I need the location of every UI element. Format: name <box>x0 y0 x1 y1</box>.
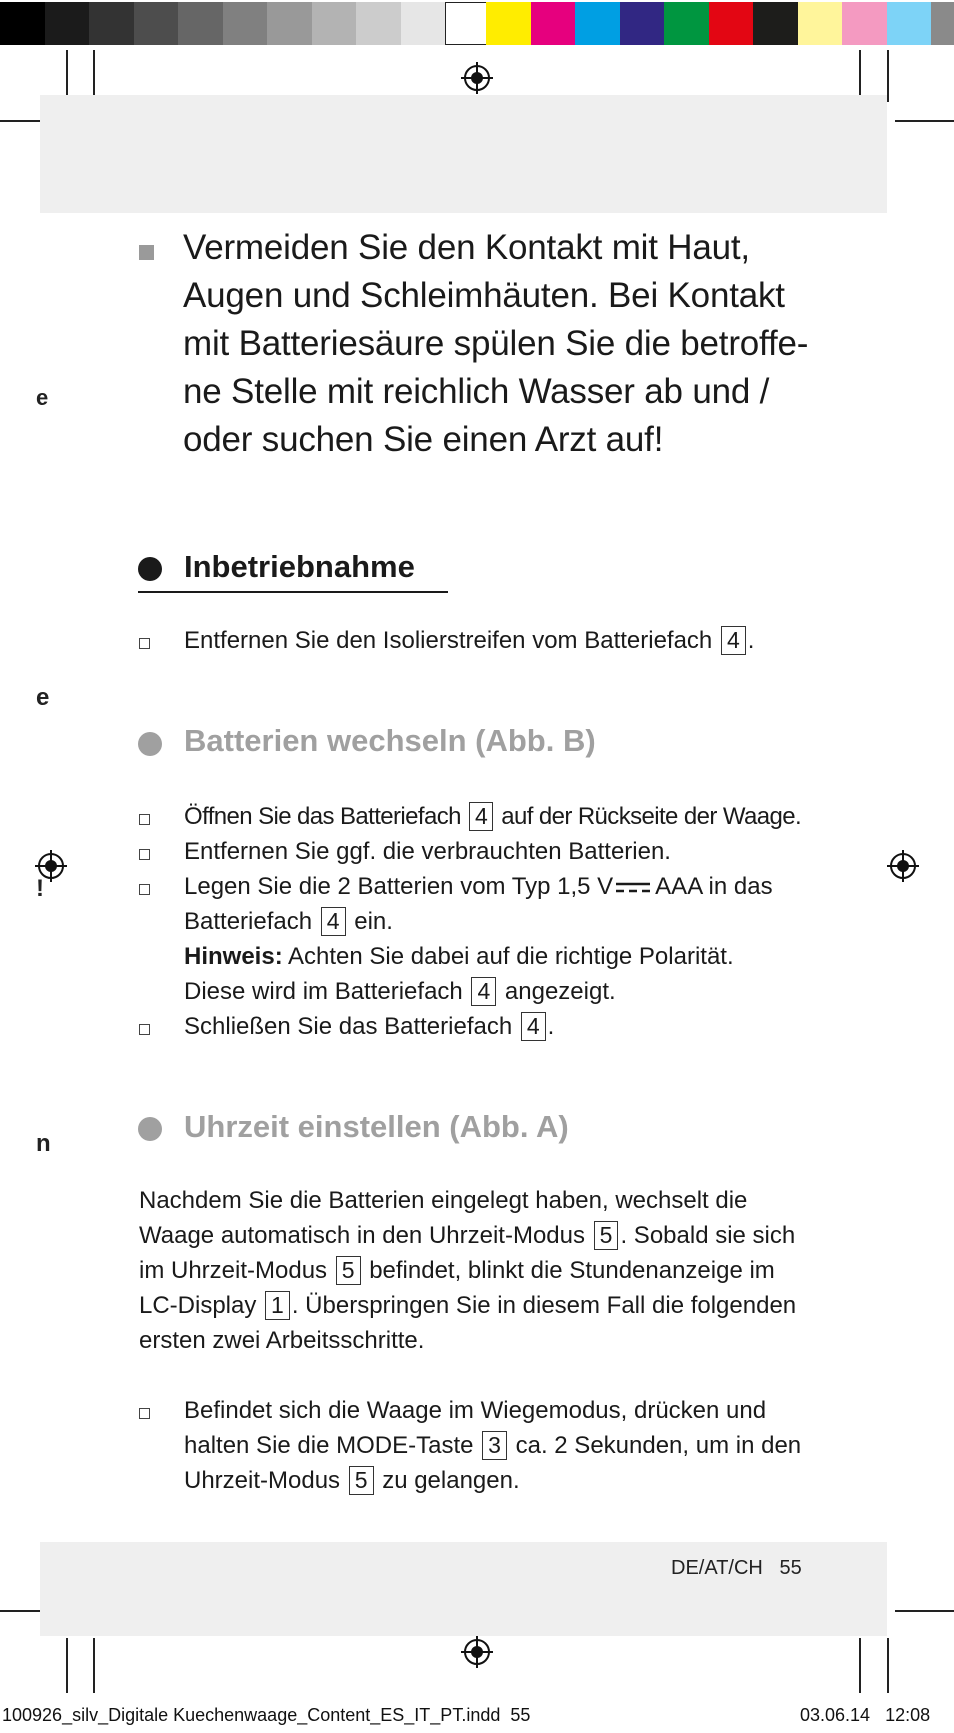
section-bullet-icon <box>138 732 162 756</box>
list-item: Legen Sie die 2 Batterien vom Typ 1,5 V AAA in das Batteriefach 4 ein. Hinweis: Achten Sie dabei auf die richtige Polarität. Diese wird im Batteriefach 4 angezeigt. <box>184 873 773 1005</box>
paragraph: Nachdem Sie die Batterien eingelegt haben, wechselt die Waage automatisch in den Uhrzeit-Modus 5 . Sobald sie sich im Uhrzeit-Modus 5 befindet, blinkt die Stundenanzeige im LC-Display 1 . Überspringen Sie in diesem Fall die folgenden ersten zwei Arbeitsschritte. <box>139 1187 797 1354</box>
crop-mark <box>93 1638 95 1693</box>
adjacent-page-fragment: ! <box>36 875 44 902</box>
checkbox-bullet-icon <box>139 638 150 649</box>
checkbox-bullet-icon <box>139 849 150 860</box>
process-color-swatch <box>931 2 954 45</box>
section-bullet-icon <box>138 1117 162 1141</box>
registration-mark-icon <box>461 62 493 94</box>
greyscale-swatch <box>0 2 45 45</box>
process-color-swatch <box>753 2 798 45</box>
crop-mark <box>66 1638 68 1693</box>
list-item: Befindet sich die Waage im Wiegemodus, drücken und halten Sie die MODE-Taste 3 ca. 2 Sekunden, um in den Uhrzeit-Modus 5 zu gelangen. <box>184 1397 802 1494</box>
list-item: Schließen Sie das Batteriefach 4 . <box>184 1013 555 1040</box>
heading-underline <box>138 591 448 593</box>
direct-current-symbol-icon <box>615 881 651 895</box>
greyscale-swatch <box>267 2 312 45</box>
greyscale-swatch <box>445 2 490 45</box>
part-reference: 3 <box>482 1431 507 1460</box>
registration-mark-icon <box>887 850 919 882</box>
part-reference: 4 <box>471 977 496 1006</box>
registration-mark-icon <box>461 1636 493 1668</box>
process-color-swatch <box>842 2 887 45</box>
greyscale-swatch <box>178 2 223 45</box>
print-slug-file: 100926_silv_Digitale Kuechenwaage_Content_ES_IT_PT.indd 55 <box>2 1705 531 1725</box>
section-bullet-icon <box>138 557 162 581</box>
list-item: Entfernen Sie ggf. die verbrauchten Batterien. <box>184 838 671 865</box>
greyscale-swatch <box>312 2 357 45</box>
crop-mark <box>887 1638 889 1693</box>
part-reference: 4 <box>521 1012 546 1041</box>
process-color-swatch <box>531 2 576 45</box>
greyscale-swatch <box>45 2 90 45</box>
print-color-bar <box>0 0 954 46</box>
part-reference: 4 <box>321 907 346 936</box>
note-label: Hinweis: <box>184 943 283 970</box>
process-color-swatch <box>575 2 620 45</box>
checkbox-bullet-icon <box>139 1024 150 1035</box>
crop-mark <box>887 50 889 102</box>
greyscale-swatch <box>89 2 134 45</box>
process-color-swatch <box>664 2 709 45</box>
warning-text: Vermeiden Sie den Kontakt mit Haut, Augen und Schleimhäuten. Bei Kontakt mit Batteriesäure spülen Sie die betroffe- ne Stelle mit reichlich Wasser ab und / oder suchen Sie einen Arzt auf! <box>183 228 809 459</box>
part-reference: 5 <box>594 1221 619 1250</box>
process-color-swatch <box>620 2 665 45</box>
part-reference: 1 <box>265 1291 290 1320</box>
crop-mark <box>895 120 954 122</box>
page-number: 55 <box>779 1557 802 1579</box>
checkbox-bullet-icon <box>139 814 150 825</box>
checkbox-bullet-icon <box>139 1408 150 1419</box>
crop-mark <box>895 1610 954 1612</box>
section-heading: Uhrzeit einstellen (Abb. A) <box>184 1109 569 1144</box>
adjacent-page-fragment: n <box>36 1130 51 1157</box>
section-heading: Inbetriebnahme <box>184 549 415 584</box>
part-reference: 5 <box>336 1256 361 1285</box>
process-color-swatch <box>486 2 531 45</box>
adjacent-page-fragment: e <box>36 684 50 711</box>
checkbox-bullet-icon <box>139 884 150 895</box>
process-color-swatch <box>887 2 932 45</box>
adjacent-page-fragment: e <box>36 385 49 410</box>
section-heading: Batterien wechseln (Abb. B) <box>184 723 596 758</box>
greyscale-swatch <box>223 2 268 45</box>
list-item: Öffnen Sie das Batteriefach 4 auf der Rückseite der Waage. <box>184 803 802 830</box>
crop-mark <box>859 1638 861 1693</box>
part-reference: 5 <box>349 1466 374 1495</box>
part-reference: 4 <box>469 802 493 831</box>
greyscale-swatch <box>401 2 446 45</box>
process-color-swatch <box>709 2 754 45</box>
process-color-swatch <box>798 2 843 45</box>
greyscale-swatch <box>134 2 179 45</box>
page-footer <box>671 1557 802 1580</box>
greyscale-swatch <box>356 2 401 45</box>
footer-region: DE/AT/CH <box>671 1557 763 1579</box>
part-reference: 4 <box>721 626 746 655</box>
list-item: Entfernen Sie den Isolierstreifen vom Batteriefach 4 . <box>184 627 755 654</box>
print-slug-date: 03.06.14 12:08 <box>800 1705 931 1725</box>
header-band <box>40 95 887 213</box>
bullet-square-icon <box>139 245 154 260</box>
